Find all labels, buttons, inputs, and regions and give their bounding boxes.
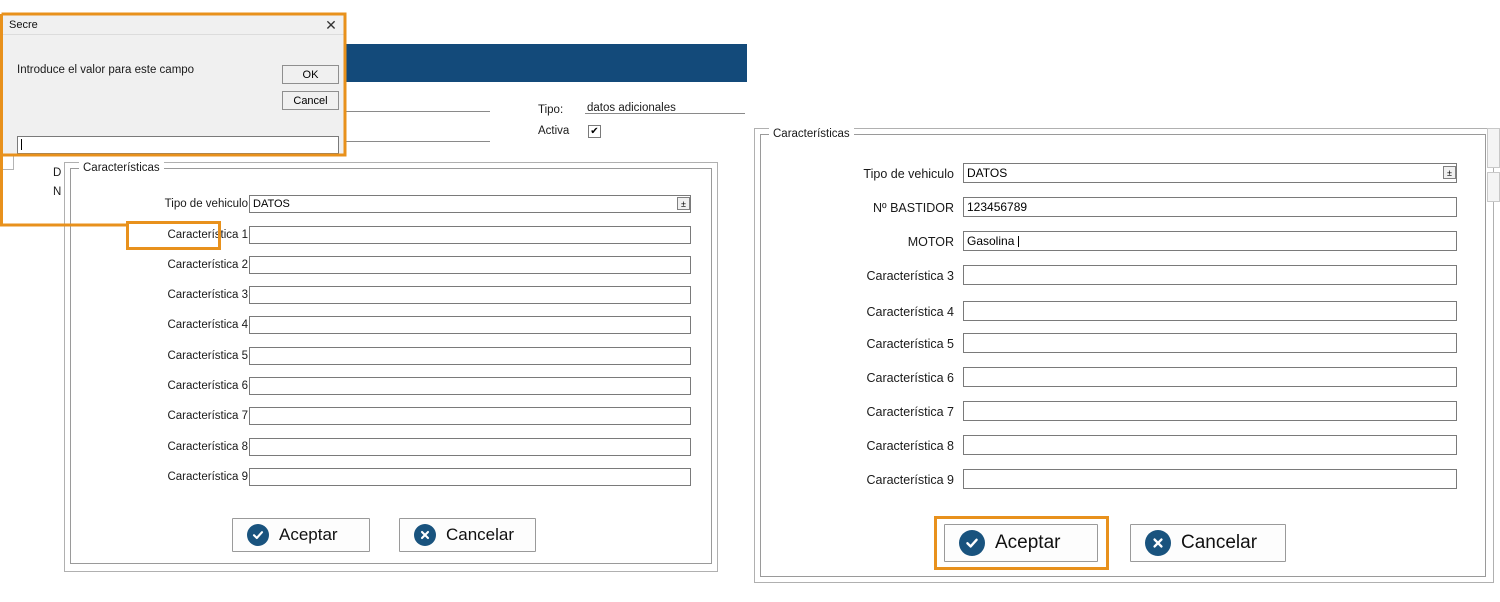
left-cancelar-label: Cancelar — [446, 525, 515, 544]
right-groupbox-title: Características — [769, 128, 854, 140]
close-circle-icon — [1145, 530, 1171, 556]
right-cancelar-label: Cancelar — [1181, 532, 1258, 553]
secre-ok-label: OK — [302, 68, 319, 81]
right-row-field-6[interactable] — [963, 367, 1457, 387]
right-row-label-0: Tipo de vehiculo — [863, 167, 954, 181]
right-row-field-0[interactable] — [963, 163, 1457, 183]
left-row-field-7[interactable] — [249, 407, 691, 425]
secre-input[interactable] — [17, 136, 339, 154]
left-row-value-0: DATOS — [253, 198, 290, 210]
activa-checkbox[interactable] — [588, 125, 601, 138]
left-row-field-8[interactable] — [249, 438, 691, 456]
right-row-field-5[interactable] — [963, 333, 1457, 353]
left-row-dropdown-0[interactable]: ± — [677, 197, 690, 210]
left-row-label-9: Característica 9 — [167, 471, 248, 483]
left-row-label-2: Característica 2 — [167, 259, 248, 271]
right-row-field-1[interactable] — [963, 197, 1457, 217]
right-row-field-4[interactable] — [963, 301, 1457, 321]
right-row-dropdown-0[interactable]: ± — [1443, 166, 1456, 179]
right-row-value-1: 123456789 — [967, 200, 1028, 214]
right-row-label-7: Característica 7 — [866, 405, 954, 419]
right-row-label-5: Característica 5 — [866, 337, 954, 351]
right-row-value-0: DATOS — [967, 166, 1008, 180]
right-row-field-9[interactable] — [963, 469, 1457, 489]
right-window-scrollbar[interactable] — [1487, 128, 1500, 168]
left-row-field-3[interactable] — [249, 286, 691, 304]
left-row-field-5[interactable] — [249, 347, 691, 365]
right-row-label-3: Característica 3 — [866, 269, 954, 283]
tipo-field[interactable] — [585, 97, 745, 114]
partial-label-d: D — [53, 167, 62, 179]
secre-dialog — [2, 14, 346, 155]
right-row-label-6: Característica 6 — [866, 371, 954, 385]
right-aceptar-button[interactable] — [944, 524, 1098, 562]
right-row-field-7[interactable] — [963, 401, 1457, 421]
activa-check-glyph: ✔ — [590, 125, 599, 137]
left-row-label-8: Característica 8 — [167, 441, 248, 453]
secre-dialog-titlebar — [3, 15, 345, 35]
left-row-label-0: Tipo de vehiculo — [164, 198, 248, 210]
left-cancelar-button[interactable] — [399, 518, 536, 552]
left-row-field-6[interactable] — [249, 377, 691, 395]
left-window-sliver-2 — [18, 150, 36, 188]
left-row-label-1: Característica 1 — [167, 229, 248, 241]
secre-ok-button[interactable] — [282, 65, 339, 84]
left-aceptar-label: Aceptar — [279, 525, 338, 544]
left-row-field-0[interactable] — [249, 195, 691, 213]
right-aceptar-label: Aceptar — [995, 532, 1061, 553]
check-circle-icon — [247, 524, 269, 546]
left-aceptar-button[interactable] — [232, 518, 370, 552]
right-row-field-2[interactable] — [963, 231, 1457, 251]
left-groupbox-title: Características — [79, 162, 164, 174]
secre-cancel-button[interactable] — [282, 91, 339, 110]
tipo-value: datos adicionales — [587, 102, 676, 114]
secre-dialog-title: Secre — [9, 18, 38, 31]
right-row-label-2: MOTOR — [907, 235, 954, 249]
right-row-label-4: Característica 4 — [866, 305, 954, 319]
left-row-label-3: Característica 3 — [167, 289, 248, 301]
secre-cancel-label: Cancel — [293, 94, 328, 107]
left-row-field-4[interactable] — [249, 316, 691, 334]
left-row-field-2[interactable] — [249, 256, 691, 274]
right-row-value-2: Gasolina — [967, 234, 1015, 248]
left-row-field-1[interactable] — [249, 226, 691, 244]
left-row-label-4: Característica 4 — [167, 319, 248, 331]
close-icon[interactable]: ✕ — [325, 16, 337, 33]
right-row-label-1: Nº BASTIDOR — [873, 201, 954, 215]
right-cancelar-button[interactable] — [1130, 524, 1286, 562]
close-circle-icon — [414, 524, 436, 546]
left-row-label-7: Característica 7 — [167, 410, 248, 422]
right-row-label-8: Característica 8 — [866, 439, 954, 453]
right-window-scrollbar-2[interactable] — [1487, 172, 1500, 202]
left-row-field-9[interactable] — [249, 468, 691, 486]
right-row-field-3[interactable] — [963, 265, 1457, 285]
activa-label: Activa — [538, 125, 570, 137]
check-circle-icon — [959, 530, 985, 556]
secre-dialog-prompt: Introduce el valor para este campo — [17, 64, 195, 76]
left-row-label-6: Característica 6 — [167, 380, 248, 392]
left-row-label-5: Característica 5 — [167, 350, 248, 362]
right-row-field-8[interactable] — [963, 435, 1457, 455]
partial-label-n: N — [53, 186, 62, 198]
tipo-label: Tipo: — [538, 104, 564, 116]
right-row-label-9: Característica 9 — [866, 473, 954, 487]
